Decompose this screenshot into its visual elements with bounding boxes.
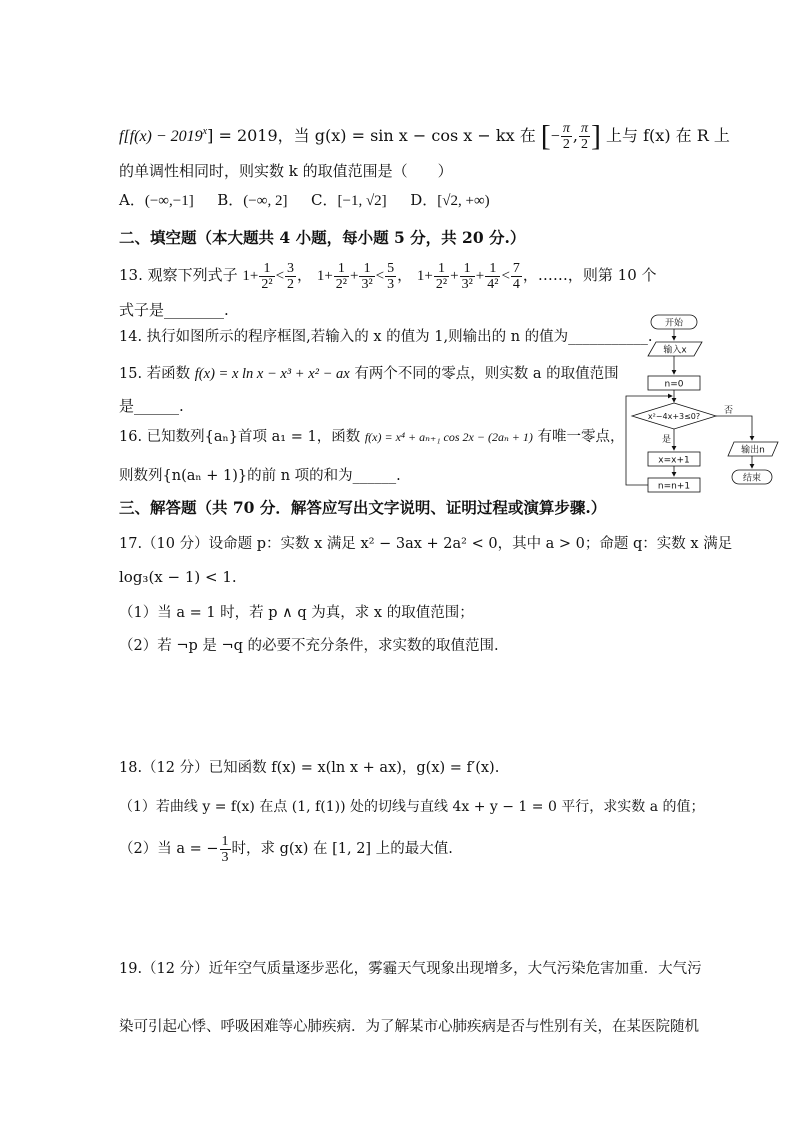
- q18-part1: （1）若曲线 y = f(x) 在点 (1, f(1)) 处的切线与直线 4x + y − 1 = 0 平行，求实数 a 的值；: [119, 799, 705, 815]
- interval-minus: −: [550, 128, 560, 145]
- frac-pi-2-b: [579, 121, 590, 152]
- option-d-label: D．: [410, 191, 438, 209]
- start-label: 开始: [664, 318, 684, 329]
- yes-label: 是: [662, 435, 672, 445]
- q17-part2: （2）若 ¬p 是 ¬q 的必要不充分条件，求实数的取值范围.: [119, 638, 499, 654]
- q12-expr-post: 上与 f(x) 在 R 上: [606, 126, 730, 145]
- q18-line1: 18.（12 分）已知函数 f(x) = x(ln x + ax)，g(x) = f′(x).: [119, 760, 500, 776]
- q19-line1: 19.（12 分）近年空气质量逐步恶化，雾霾天气现象出现增多，大气污染危害加重．大气污: [119, 961, 702, 977]
- q15-line2: 是______.: [119, 397, 184, 415]
- q13-prefix: 13. 观察下列式子: [119, 266, 238, 284]
- q13-expr2: 1+ $\frac{1}{\text{2²}}$ + $\frac{1}{\text{3²}}$ < $\frac{5}{3}$: [316, 261, 395, 293]
- q16-line1: [119, 426, 625, 448]
- interval-right-bracket: ]: [590, 119, 601, 153]
- frac-den: 3: [221, 849, 229, 865]
- q12-expr-mid: ] = 2019，当 g(x) = sin x − cos x − kx 在: [207, 126, 536, 145]
- q12-line1: $f[f(x) - 2019^x] = 2019$，当 g(x) = sin x − cos x − kx 在 [− $\frac{\pi}{2}$ , $\frac{\pi}{2}$ ] 上与 f(x) 在 R 上: [119, 119, 730, 153]
- q15-prefix: 15. 若函数: [119, 366, 191, 382]
- interval-left-bracket: [: [540, 119, 551, 153]
- section2-title: 二、填空题（本大题共 4 小题，每小题 5 分，共 20 分.）: [119, 228, 526, 247]
- option-a-value: (−∞,−1]: [144, 193, 194, 209]
- q13-expr3: 1+ $\frac{1}{\text{2²}}$ + $\frac{1}{\text{3²}}$ + $\frac{1}{\text{4²}}$ < $\frac{7}{4}$: [416, 261, 520, 293]
- q18-part2-suffix: 时，求 g(x) 在 [1, 2] 上的最大值.: [231, 841, 453, 857]
- q12-options: [119, 189, 490, 212]
- q15-suffix: 有两个不同的零点，则实数 a 的取值范围: [354, 366, 619, 382]
- q17-line2: log₃(x − 1) < 1.: [119, 568, 237, 586]
- q13-suffix: ，……，则第 10 个: [522, 266, 657, 284]
- q18-part2-prefix: （2）当 a = −: [119, 841, 219, 857]
- output-label: 输出n: [741, 445, 765, 456]
- q12-exponent: x: [202, 126, 208, 137]
- no-label: 否: [724, 406, 734, 416]
- q16-function: f(x) = x⁴ + aₙ₊₁ cos 2x − (2aₙ + 1): [364, 430, 533, 444]
- option-c-value: [−1, √2]: [337, 193, 387, 209]
- option-d[interactable]: [410, 191, 489, 209]
- q13-line2: 式子是________.: [119, 301, 229, 319]
- init-label: n=0: [664, 379, 684, 390]
- q15-function: f(x) = x ln x − x³ + x² − ax: [194, 366, 350, 382]
- option-b-value: (−∞, 2]: [243, 193, 288, 209]
- section3-title: 三、解答题（共 70 分．解答应写出文字说明、证明过程或演算步骤.）: [119, 498, 607, 517]
- q19-line2: 染可引起心悸、呼吸困难等心肺疾病．为了解某市心肺疾病是否与性别有关，在某医院随机: [119, 1019, 699, 1035]
- q12-line2: 的单调性相同时，则实数 k 的取值范围是（ ）: [119, 162, 453, 180]
- frac-num: 1: [221, 833, 229, 849]
- frac-num: π: [580, 121, 588, 136]
- frac-one-third: [220, 834, 231, 865]
- decision-label: x²−4x+3≤0?: [647, 412, 701, 421]
- q12-expr-left: f[f(x) − 2019: [119, 128, 203, 145]
- q17-part1: （1）当 a = 1 时，若 p ∧ q 为真，求 x 的取值范围；: [119, 605, 474, 621]
- q13-line1: 13. 观察下列式子 1+ $\frac{1}{\text{2²}}$ < $\frac{3}{2}$ ， 1+ $\frac{1}{\text{2²}}$ + $\frac{1}{\text{3²}}$ < $\frac{5}{3}$ ， 1+ $\frac{1}{\text{2²}}$ + $\frac{1}{\text{3²}}$ + $\frac{1}{\text{4²}}$ < $\frac{7}{4}$ ，……，则第 10 个: [119, 261, 657, 293]
- q14-text: 14. 执行如图所示的程序框图,若输入的 x 的值为 1,则输出的 n 的值为___________.: [119, 329, 653, 345]
- frac-den: 2: [562, 137, 570, 152]
- step-label: x=x+1: [658, 455, 690, 466]
- option-c[interactable]: [311, 191, 387, 209]
- option-a[interactable]: [119, 191, 194, 209]
- q13-expr1: 1+ $\frac{1}{\text{2²}}$ < $\frac{3}{2}$: [242, 261, 295, 293]
- q16-prefix: 16. 已知数列{aₙ}首项 a₁ = 1，函数: [119, 429, 361, 445]
- option-a-label: A．: [119, 191, 145, 209]
- q16-line2: 则数列{n(aₙ + 1)}的前 n 项的和为______.: [119, 468, 401, 484]
- frac-pi-2-a: [561, 121, 572, 152]
- input-label: 输入x: [663, 345, 687, 356]
- increment-label: n=n+1: [657, 481, 691, 492]
- frac-den: 2: [580, 137, 588, 152]
- option-b-label: B．: [217, 191, 244, 209]
- q15-line1: [119, 363, 619, 385]
- frac-num: π: [562, 121, 570, 136]
- option-d-value: [√2, +∞): [437, 193, 490, 209]
- q16-suffix: 有唯一零点，: [537, 429, 625, 445]
- q17-line1: 17.（10 分）设命题 p：实数 x 满足 x² − 3ax + 2a² < 0，其中 a > 0；命题 q：实数 x 满足: [119, 536, 733, 552]
- option-b[interactable]: [217, 191, 287, 209]
- end-label: 结束: [742, 473, 762, 484]
- option-c-label: C．: [311, 191, 338, 209]
- q18-part2: [119, 832, 453, 866]
- program-flowchart: [622, 312, 782, 497]
